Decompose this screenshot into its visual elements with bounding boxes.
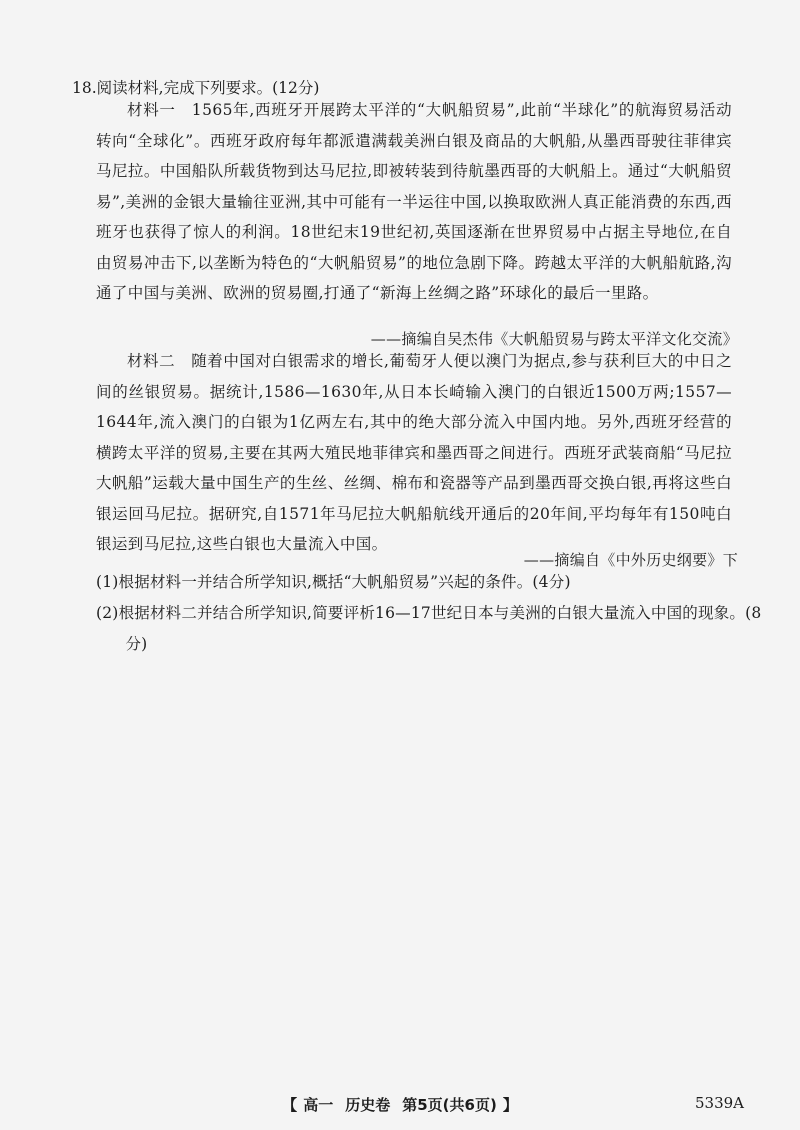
page-footer [0,1094,800,1115]
paper-code: 5339A [694,1094,744,1112]
footer-subject: 历史卷 [345,1096,391,1114]
material-one-source: ——摘编自吴杰伟《大帆船贸易与跨太平洋文化交流》 [370,330,738,348]
footer-bracket-right: 】 [502,1096,518,1114]
material-one-text: 材料一 1565年,西班牙开展跨太平洋的“大帆船贸易”,此前“半球化”的航海贸易活动转向“全球化”。西班牙政府每年都派遣满载美洲白银及商品的大帆船,从墨西哥驶往菲律宾马尼拉。中国船队所载货物到达马尼拉,即被转装到待航墨西哥的大帆船上。通过“大帆船贸易”,美洲的金银大量输往亚洲,其中可能有一半运往中国,以换取欧洲人真正能消费的东西,西班牙也获得了惊人的利润。18世纪末19世纪初,英国逐渐在世界贸易中占据主导地位,在自由贸易冲击下,以垄断为特色的“大帆船贸易”的地位急剧下降。跨越太平洋的大帆船航路,沟通了中国与美洲、欧洲的贸易圈,打通了“新海上丝绸之路”环球化的最后一里路。 [96,101,732,302]
footer-grade: 高一 [303,1096,334,1114]
footer-page-number: 第5页(共6页) [402,1096,497,1114]
question-title: 18.阅读材料,完成下列要求。(12分) [72,79,320,97]
footer-bracket-left: 【 [282,1096,298,1114]
sub-question-2: (2)根据材料二并结合所学知识,简要评析16—17世纪日本与美洲的白银大量流入中国的现象。(8分) [96,604,762,653]
material-two-source: ——摘编自《中外历史纲要》下 [523,551,738,569]
material-two-text: 材料二 随着中国对白银需求的增长,葡萄牙人便以澳门为据点,参与获利巨大的中日之间的丝银贸易。据统计,1586—1630年,从日本长崎输入澳门的白银近1500万两;1557—1644年,流入澳门的白银为1亿两左右,其中的绝大部分流入中国内地。另外,西班牙经营的横跨太平洋的贸易,主要在其两大殖民地菲律宾和墨西哥之间进行。西班牙武装商船“马尼拉大帆船”运载大量中国生产的生丝、丝绸、棉布和瓷器等产品到墨西哥交换白银,再将这些白银运回马尼拉。据研究,自1571年马尼拉大帆船航线开通后的20年间,平均每年有150吨白银运到马尼拉,这些白银也大量流入中国。 [96,352,732,553]
sub-question-1: (1)根据材料一并结合所学知识,概括“大帆船贸易”兴起的条件。(4分) [96,573,571,591]
